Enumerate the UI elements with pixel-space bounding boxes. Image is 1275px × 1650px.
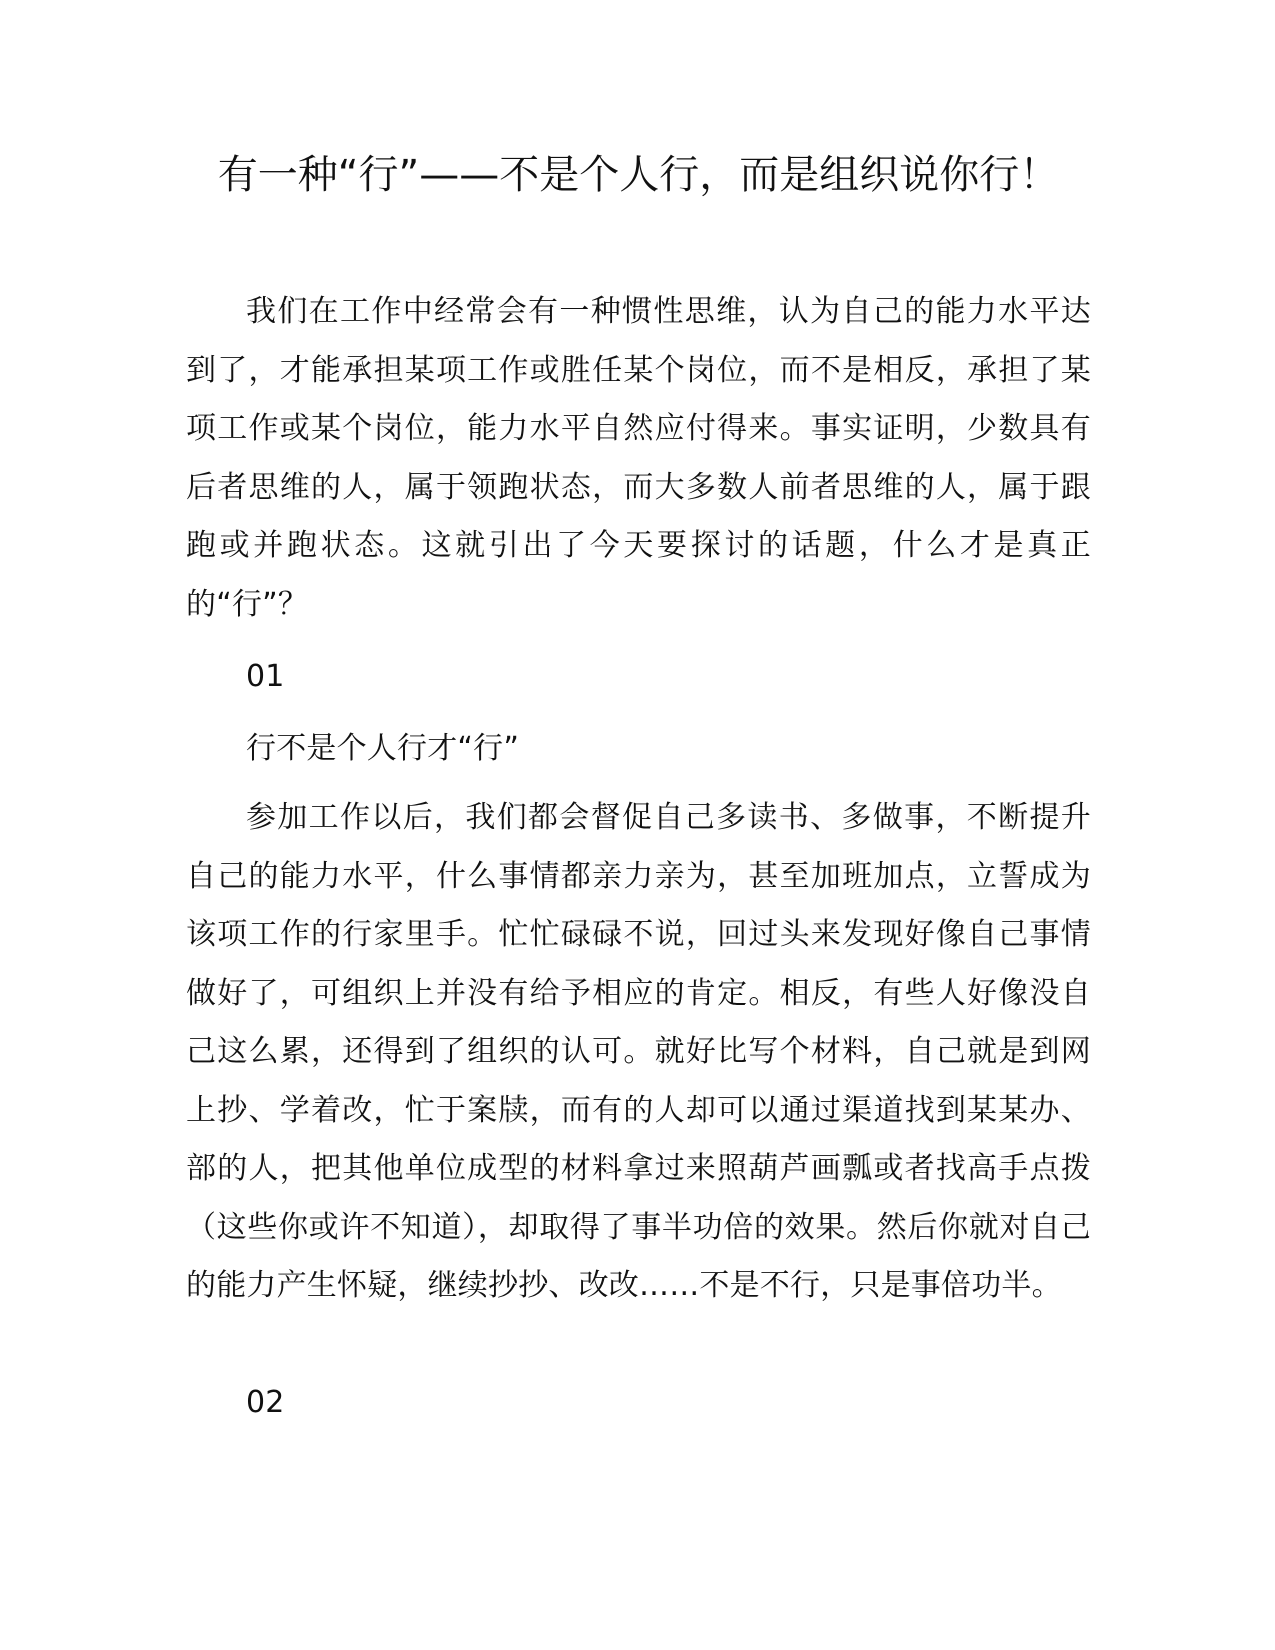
section-number-01: 01 <box>246 659 285 694</box>
paragraph-section-01: 参加工作以后，我们都会督促自己多读书、多做事，不断提升自己的能力水平，什么事情都亲力亲为，甚至加班加点，立誓成为该项工作的行家里手。忙忙碌碌不说，回过头来发现好像自己事情做好了，可组织上并没有给予相应的肯定。相反，有些人好像没自己这么累，还得到了组织的认可。就好比写个材料，自己就是到网上抄、学着改，忙于案牍，而有的人却可以通过渠道找到某某办、部的人，把其他单位成型的材料拿过来照葫芦画瓢或者找高手点拨（这些你或许不知道），却取得了事半功倍的效果。然后你就对自己的能力产生怀疑，继续抄抄、改改……不是不行，只是事倍功半。 <box>186 800 1091 1303</box>
section-heading-01: 行不是个人行才“行” <box>246 731 520 766</box>
document-title: 有一种“行”——不是个人行，而是组织说你行！ <box>217 152 1060 198</box>
section-number-02: 02 <box>246 1385 285 1420</box>
paragraph-intro: 我们在工作中经常会有一种惯性思维，认为自己的能力水平达到了，才能承担某项工作或胜任某个岗位，而不是相反，承担了某项工作或某个岗位，能力水平自然应付得来。事实证明，少数具有后者思维的人，属于领跑状态，而大多数人前者思维的人，属于跟跑或并跑状态。这就引出了今天要探讨的话题，什么才是真正的“行”？ <box>186 294 1091 622</box>
